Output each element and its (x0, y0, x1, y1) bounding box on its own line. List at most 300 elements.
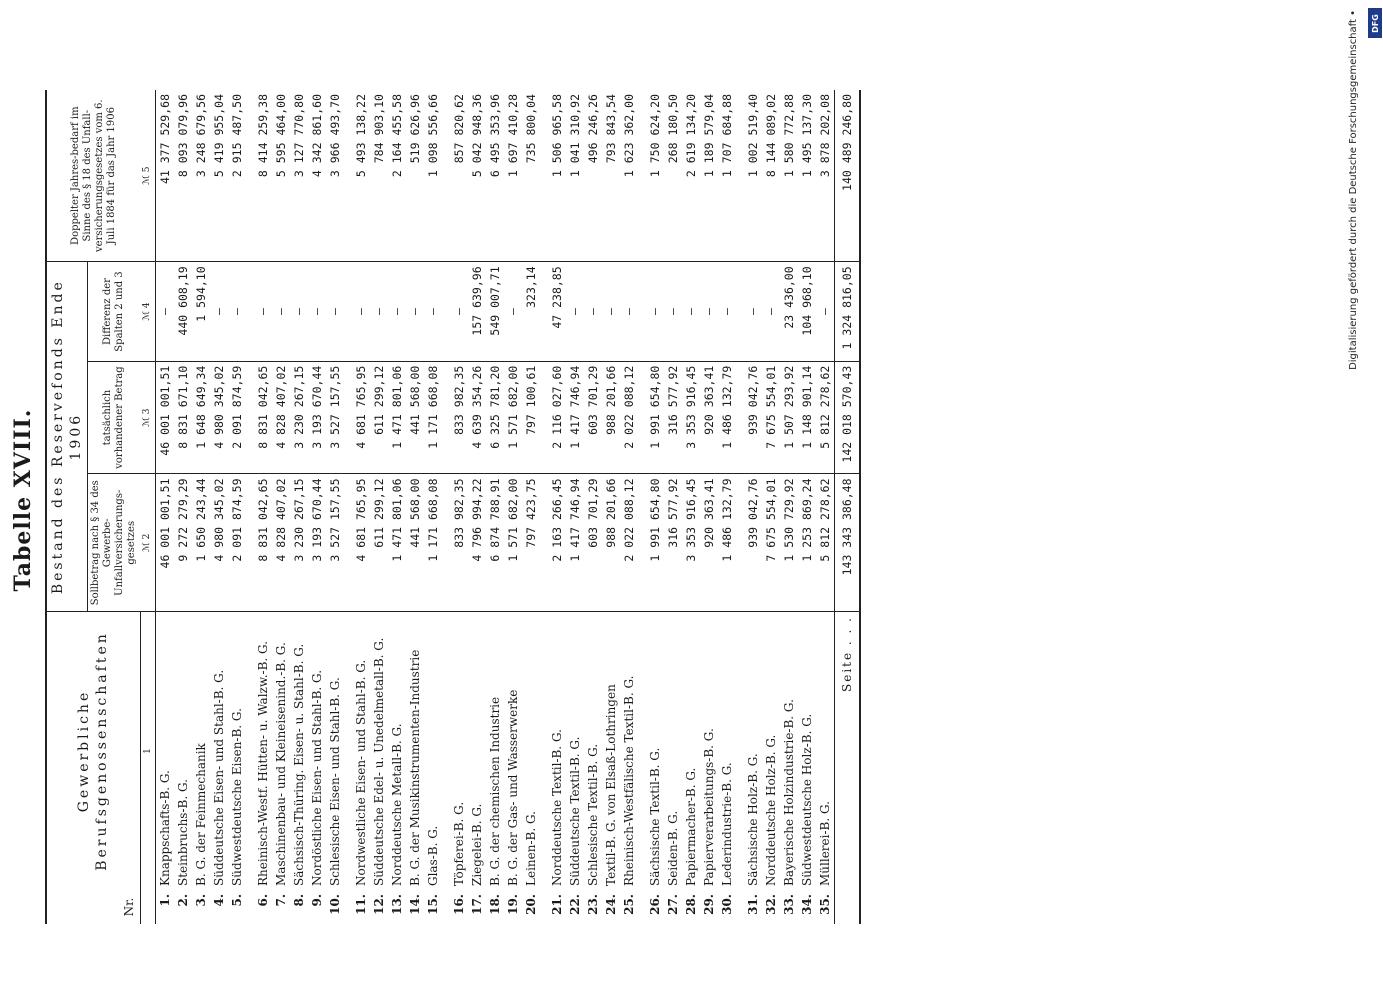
row-number: 22. (567, 894, 582, 915)
group-spacer (540, 90, 548, 924)
row-differenz: — (210, 262, 228, 361)
row-tatsaechlich: 4 681 765,95 (352, 361, 370, 474)
table-row (522, 90, 540, 924)
row-tatsaechlich: 1 417 746,94 (566, 361, 584, 474)
row-differenz: — (228, 262, 246, 361)
col4-header: Differenz der Spalten 2 und 3 (88, 262, 141, 361)
row-sollbetrag: 8 831 042,65 (254, 474, 272, 612)
row-jahresbedarf: 1 750 624,20 (646, 90, 664, 262)
row-tatsaechlich: 46 001 001,51 (155, 361, 174, 474)
row-tatsaechlich: 316 577,92 (664, 361, 682, 474)
row-jahresbedarf: 1 623 362,00 (620, 90, 638, 262)
row-jahresbedarf: 784 903,10 (370, 90, 388, 262)
colnum-5-label: 5 (142, 166, 153, 173)
row-name: Maschinenbau- und Kleineisenind.-B. G. (273, 642, 288, 886)
colnum-2 (140, 474, 155, 612)
row-number: 11. (353, 894, 368, 915)
table-row (744, 90, 762, 924)
table-row (192, 90, 210, 924)
table-row (620, 90, 638, 924)
row-number: 15. (425, 894, 440, 915)
row-differenz: — (602, 262, 620, 361)
table-row (352, 90, 370, 924)
row-differenz: — (584, 262, 602, 361)
row-tatsaechlich: 5 812 278,62 (816, 361, 835, 474)
spacer-cell (344, 890, 352, 924)
row-name: Nordöstliche Eisen- und Stahl-B. G. (309, 669, 324, 886)
row-name: Papiermacher-B. G. (683, 767, 698, 886)
row-jahresbedarf: 496 246,26 (584, 90, 602, 262)
spacer-cell (442, 361, 450, 474)
row-name: Papierverarbeitungs-B. G. (701, 728, 716, 886)
row-tatsaechlich: 441 568,00 (406, 361, 424, 474)
row-name: Süddeutsche Edel- u. Unedelmetall-B. G. (371, 637, 386, 886)
table-row (326, 90, 344, 924)
row-number: 33. (781, 894, 796, 915)
row-differenz: 440 608,19 (174, 262, 192, 361)
spacer-cell (540, 612, 548, 891)
row-tatsaechlich: 920 363,41 (700, 361, 718, 474)
row-jahresbedarf: 3 248 679,56 (192, 90, 210, 262)
row-number: 24. (603, 894, 618, 915)
row-jahresbedarf: 2 619 134,20 (682, 90, 700, 262)
row-tatsaechlich: 3 527 157,55 (326, 361, 344, 474)
row-sollbetrag: 46 001 001,51 (155, 474, 174, 612)
row-tatsaechlich: 611 299,12 (370, 361, 388, 474)
spacer-cell (540, 90, 548, 262)
row-number: 13. (389, 894, 404, 915)
col5-header: Doppelter Jahres-bedarf im Sinne des § 18 des Unfall-versicherungsgesetzes vom 6. Juli 1884 für das Jahr 1906 (46, 90, 140, 262)
spacer-cell (540, 361, 548, 474)
row-jahresbedarf: 1 707 684,88 (718, 90, 736, 262)
row-tatsaechlich: 3 230 267,15 (290, 361, 308, 474)
rotated-table-frame (0, 60, 1030, 940)
spacer-cell (246, 474, 254, 612)
table-row (646, 90, 664, 924)
row-name: B. G. der Musikinstrumenten-Industrie (407, 649, 422, 886)
group-spacer (736, 90, 744, 924)
row-tatsaechlich: 2 022 088,12 (620, 361, 638, 474)
row-jahresbedarf: 1 002 519,40 (744, 90, 762, 262)
row-jahresbedarf: 1 098 556,66 (424, 90, 442, 262)
colnum-5 (140, 90, 155, 262)
row-name: Leinen-B. G. (523, 811, 538, 886)
reserve-fund-table (45, 90, 861, 924)
row-number: 12. (371, 894, 386, 915)
row-name: Lederindustrie-B. G. (719, 762, 734, 886)
row-jahresbedarf: 5 419 955,04 (210, 90, 228, 262)
row-sollbetrag: 1 417 746,94 (566, 474, 584, 612)
row-number: 26. (647, 894, 662, 915)
row-differenz: — (762, 262, 780, 361)
row-name: Norddeutsche Textil-B. G. (549, 729, 564, 886)
table-row (406, 90, 424, 924)
row-jahresbedarf: 2 164 455,58 (388, 90, 406, 262)
row-sollbetrag: 1 530 729,92 (780, 474, 798, 612)
row-differenz: 549 007,71 (486, 262, 504, 361)
table-row (155, 90, 174, 924)
row-sollbetrag: 6 874 788,91 (486, 474, 504, 612)
spacer-cell (540, 890, 548, 924)
spacer-cell (344, 474, 352, 612)
row-name: Norddeutsche Holz-B. G. (763, 734, 778, 886)
sum-differenz: 1 324 816,05 (834, 262, 860, 361)
table-row (424, 90, 442, 924)
table-row (210, 90, 228, 924)
unit-4: ℳ (142, 311, 153, 321)
row-differenz: — (504, 262, 522, 361)
row-differenz: — (682, 262, 700, 361)
unit-5: ℳ (142, 175, 153, 185)
group-spacer (344, 90, 352, 924)
row-differenz: — (388, 262, 406, 361)
row-differenz: 323,14 (522, 262, 540, 361)
row-tatsaechlich: 7 675 554,01 (762, 361, 780, 474)
digitization-note (1346, 10, 1366, 390)
row-jahresbedarf: 735 800,04 (522, 90, 540, 262)
row-differenz: 104 968,10 (798, 262, 816, 361)
row-differenz: — (646, 262, 664, 361)
row-jahresbedarf: 41 377 529,68 (155, 90, 174, 262)
spacer-cell (638, 361, 646, 474)
row-differenz: 157 639,96 (468, 262, 486, 361)
row-tatsaechlich: 2 091 874,59 (228, 361, 246, 474)
row-sollbetrag: 2 163 266,45 (548, 474, 566, 612)
spacer-cell (736, 890, 744, 924)
row-tatsaechlich: 603 701,29 (584, 361, 602, 474)
digitization-note-text: Digitalisierung gefördert durch die Deutsche Forschungsgemeinschaft • (1348, 10, 1359, 370)
row-tatsaechlich: 1 507 293,92 (780, 361, 798, 474)
table-row (682, 90, 700, 924)
spacer-cell (344, 262, 352, 361)
row-differenz: — (254, 262, 272, 361)
row-jahresbedarf: 5 493 138,22 (352, 90, 370, 262)
row-name: Südwestdeutsche Holz-B. G. (799, 713, 814, 886)
row-jahresbedarf: 8 093 079,96 (174, 90, 192, 262)
spacer-cell (246, 612, 254, 891)
row-differenz: — (370, 262, 388, 361)
row-number: 9. (309, 894, 324, 907)
row-jahresbedarf: 3 878 202,08 (816, 90, 835, 262)
sum-sollbetrag: 143 343 386,48 (834, 474, 860, 612)
row-number: 6. (255, 894, 270, 907)
row-name: Nordwestliche Eisen- und Stahl-B. G. (353, 659, 368, 886)
colnum-4 (140, 262, 155, 361)
table-row (664, 90, 682, 924)
row-jahresbedarf: 6 495 353,96 (486, 90, 504, 262)
spacer-cell (736, 262, 744, 361)
row-sollbetrag: 3 527 157,55 (326, 474, 344, 612)
spacer-cell (736, 361, 744, 474)
row-differenz: — (290, 262, 308, 361)
col2-header: Sollbetrag nach § 34 des Gewerbe-Unfallversicherungs-gesetzes (88, 474, 141, 612)
table-row (548, 90, 566, 924)
row-differenz: — (450, 262, 468, 361)
row-number: 30. (719, 894, 734, 915)
row-name: B. G. der Feinmechanik (193, 743, 208, 886)
colnum-3-label: 3 (142, 408, 153, 415)
row-number: 25. (621, 894, 636, 915)
row-differenz: — (424, 262, 442, 361)
row-jahresbedarf: 4 342 861,60 (308, 90, 326, 262)
row-name: Bayerische Holzindustrie-B. G. (781, 699, 796, 886)
row-name: Steinbruchs-B. G. (175, 779, 190, 886)
row-jahresbedarf: 3 966 493,70 (326, 90, 344, 262)
sum-spacer (834, 890, 860, 924)
row-number: 18. (487, 894, 502, 915)
row-number: 3. (193, 894, 208, 907)
row-name: Norddeutsche Metall-B. G. (389, 723, 404, 886)
row-name: Textil-B. G. von Elsaß-Lothringen (603, 684, 618, 886)
row-sollbetrag: 1 486 132,79 (718, 474, 736, 612)
row-sollbetrag: 5 812 278,62 (816, 474, 835, 612)
row-sollbetrag: 797 423,75 (522, 474, 540, 612)
row-jahresbedarf: 5 595 464,00 (272, 90, 290, 262)
spacer-cell (638, 90, 646, 262)
row-sollbetrag: 603 701,29 (584, 474, 602, 612)
row-name: Süddeutsche Eisen- und Stahl-B. G. (211, 669, 226, 886)
table-row (762, 90, 780, 924)
row-jahresbedarf: 793 843,54 (602, 90, 620, 262)
row-number: 14. (407, 894, 422, 915)
row-tatsaechlich: 8 831 042,65 (254, 361, 272, 474)
row-sollbetrag: 1 471 801,06 (388, 474, 406, 612)
row-differenz: — (620, 262, 638, 361)
spacer-cell (638, 474, 646, 612)
table-row (370, 90, 388, 924)
row-differenz: 23 436,00 (780, 262, 798, 361)
table-row (486, 90, 504, 924)
row-sollbetrag: 1 650 243,44 (192, 474, 210, 612)
sum-label: Seite . . . (834, 612, 860, 891)
sum-row (834, 90, 860, 924)
table-row (450, 90, 468, 924)
row-tatsaechlich: 1 471 801,06 (388, 361, 406, 474)
group-spacer (246, 90, 254, 924)
sum-jahresbedarf: 140 489 246,80 (834, 90, 860, 262)
spacer-cell (442, 890, 450, 924)
row-sollbetrag: 4 681 765,95 (352, 474, 370, 612)
row-sollbetrag: 7 675 554,01 (762, 474, 780, 612)
row-tatsaechlich: 939 042,76 (744, 361, 762, 474)
row-jahresbedarf: 8 414 259,38 (254, 90, 272, 262)
row-name: Südwestdeutsche Eisen-B. G. (229, 708, 244, 886)
row-tatsaechlich: 4 639 354,26 (468, 361, 486, 474)
row-jahresbedarf: 857 820,62 (450, 90, 468, 262)
colnum-3 (140, 361, 155, 474)
table-row (272, 90, 290, 924)
spacer-cell (736, 612, 744, 891)
row-number: 20. (523, 894, 538, 915)
spacer-cell (638, 612, 646, 891)
row-number: 4. (211, 894, 226, 907)
row-tatsaechlich: 797 100,61 (522, 361, 540, 474)
row-number: 35. (817, 894, 832, 915)
unit-2: ℳ (142, 542, 153, 552)
table-row (290, 90, 308, 924)
colnum-2-label: 2 (142, 533, 153, 540)
row-differenz: — (718, 262, 736, 361)
group-spacer (638, 90, 646, 924)
row-sollbetrag: 1 171 668,08 (424, 474, 442, 612)
row-name: Sächsische Textil-B. G. (647, 747, 662, 886)
row-number: 17. (469, 894, 484, 915)
row-jahresbedarf: 3 127 770,80 (290, 90, 308, 262)
row-tatsaechlich: 988 201,66 (602, 361, 620, 474)
row-number: 34. (799, 894, 814, 915)
row-name: Schlesische Eisen- und Stahl-B. G. (327, 677, 342, 886)
spacer-cell (540, 262, 548, 361)
row-jahresbedarf: 2 915 487,50 (228, 90, 246, 262)
spacer-cell (442, 90, 450, 262)
spacer-cell (246, 262, 254, 361)
unit-3: ℳ (142, 417, 153, 427)
spacer-cell (246, 90, 254, 262)
colnum-1: 1 (140, 612, 155, 891)
row-tatsaechlich: 2 116 027,60 (548, 361, 566, 474)
row-differenz: 1 594,10 (192, 262, 210, 361)
table-row (254, 90, 272, 924)
row-sollbetrag: 441 568,00 (406, 474, 424, 612)
row-sollbetrag: 9 272 279,29 (174, 474, 192, 612)
row-differenz: — (566, 262, 584, 361)
row-sollbetrag: 2 091 874,59 (228, 474, 246, 612)
row-tatsaechlich: 1 486 132,79 (718, 361, 736, 474)
row-name: Sächsisch-Thüring. Eisen- u. Stahl-B. G. (291, 643, 306, 886)
row-tatsaechlich: 1 171 668,08 (424, 361, 442, 474)
row-number: 31. (745, 894, 760, 915)
row-tatsaechlich: 3 353 916,45 (682, 361, 700, 474)
row-name: B. G. der Gas- und Wasserwerke (505, 689, 520, 886)
row-jahresbedarf: 1 041 310,92 (566, 90, 584, 262)
row-sollbetrag: 316 577,92 (664, 474, 682, 612)
row-number: 10. (327, 894, 342, 915)
group-spacer (442, 90, 450, 924)
table-row (468, 90, 486, 924)
row-sollbetrag: 4 828 407,02 (272, 474, 290, 612)
row-number: 16. (451, 894, 466, 915)
row-sollbetrag: 4 796 994,22 (468, 474, 486, 612)
table-row (308, 90, 326, 924)
group-header: Gewerbliche Berufsgenossenschaften (46, 612, 140, 891)
table-body (155, 90, 860, 924)
table-row (602, 90, 620, 924)
row-sollbetrag: 2 022 088,12 (620, 474, 638, 612)
spacer-cell (344, 90, 352, 262)
row-differenz: 47 238,85 (548, 262, 566, 361)
row-number: 27. (665, 894, 680, 915)
unit-cell-nr (140, 890, 155, 924)
row-sollbetrag: 3 193 670,44 (308, 474, 326, 612)
row-number: 7. (273, 894, 288, 907)
row-sollbetrag: 1 571 682,00 (504, 474, 522, 612)
row-number: 5. (229, 894, 244, 907)
row-sollbetrag: 1 991 654,80 (646, 474, 664, 612)
spacer-cell (638, 890, 646, 924)
row-number: 21. (549, 894, 564, 915)
spacer-cell (736, 90, 744, 262)
row-number: 19. (505, 894, 520, 915)
row-differenz: — (816, 262, 835, 361)
row-name: Rheinisch-Westf. Hütten- u. Walzw.-B. G. (255, 641, 270, 886)
row-sollbetrag: 920 363,41 (700, 474, 718, 612)
row-jahresbedarf: 1 580 772,88 (780, 90, 798, 262)
row-sollbetrag: 1 253 869,24 (798, 474, 816, 612)
row-jahresbedarf: 1 506 965,58 (548, 90, 566, 262)
table-row (504, 90, 522, 924)
row-name: Süddeutsche Textil-B. G. (567, 736, 582, 886)
row-name: B. G. der chemischen Industrie (487, 696, 502, 886)
row-number: 32. (763, 894, 778, 915)
row-tatsaechlich: 1 571 682,00 (504, 361, 522, 474)
row-name: Schlesische Textil-B. G. (585, 743, 600, 886)
row-name: Müllerei-B. G. (817, 801, 832, 886)
row-name: Glas-B. G. (425, 825, 440, 886)
row-number: 29. (701, 894, 716, 915)
row-number: 1. (157, 894, 172, 907)
row-name: Sächsische Holz-B. G. (745, 753, 760, 886)
spacer-cell (442, 474, 450, 612)
row-sollbetrag: 3 230 267,15 (290, 474, 308, 612)
row-sollbetrag: 3 353 916,45 (682, 474, 700, 612)
table-row (566, 90, 584, 924)
row-number: 2. (175, 894, 190, 907)
row-differenz: — (326, 262, 344, 361)
row-differenz: — (308, 262, 326, 361)
row-sollbetrag: 611 299,12 (370, 474, 388, 612)
col3-header: tatsächlich vorhandener Betrag (88, 361, 141, 474)
spacer-cell (344, 361, 352, 474)
spacer-cell (344, 612, 352, 891)
row-number: 23. (585, 894, 600, 915)
table-title: Tabelle XVIII. (10, 408, 36, 592)
row-jahresbedarf: 1 189 579,04 (700, 90, 718, 262)
table-row (388, 90, 406, 924)
row-differenz: — (744, 262, 762, 361)
spacer-cell (540, 474, 548, 612)
row-differenz: — (664, 262, 682, 361)
reserve-group-header: Bestand des Reservefonds Ende 1906 (46, 262, 88, 612)
row-tatsaechlich: 1 148 901,14 (798, 361, 816, 474)
row-tatsaechlich: 833 982,35 (450, 361, 468, 474)
row-name: Knappschafts-B. G. (157, 770, 172, 886)
row-differenz: — (155, 262, 174, 361)
spacer-cell (442, 612, 450, 891)
row-jahresbedarf: 1 697 410,28 (504, 90, 522, 262)
row-differenz: — (272, 262, 290, 361)
table-row (780, 90, 798, 924)
row-tatsaechlich: 3 193 670,44 (308, 361, 326, 474)
row-tatsaechlich: 1 991 654,80 (646, 361, 664, 474)
row-sollbetrag: 939 042,76 (744, 474, 762, 612)
row-name: Ziegelei-B. G. (469, 803, 484, 886)
row-jahresbedarf: 8 144 089,02 (762, 90, 780, 262)
row-tatsaechlich: 6 325 781,20 (486, 361, 504, 474)
row-jahresbedarf: 519 626,96 (406, 90, 424, 262)
row-tatsaechlich: 4 980 345,02 (210, 361, 228, 474)
dfg-logo (1368, 8, 1382, 38)
row-sollbetrag: 4 980 345,02 (210, 474, 228, 612)
table-row (584, 90, 602, 924)
row-jahresbedarf: 1 495 137,30 (798, 90, 816, 262)
table-row (718, 90, 736, 924)
row-name: Rheinisch-Westfälische Textil-B. G. (621, 675, 636, 886)
spacer-cell (442, 262, 450, 361)
row-differenz: — (352, 262, 370, 361)
sum-tatsaechlich: 142 018 570,43 (834, 361, 860, 474)
row-jahresbedarf: 268 180,50 (664, 90, 682, 262)
row-differenz: — (700, 262, 718, 361)
